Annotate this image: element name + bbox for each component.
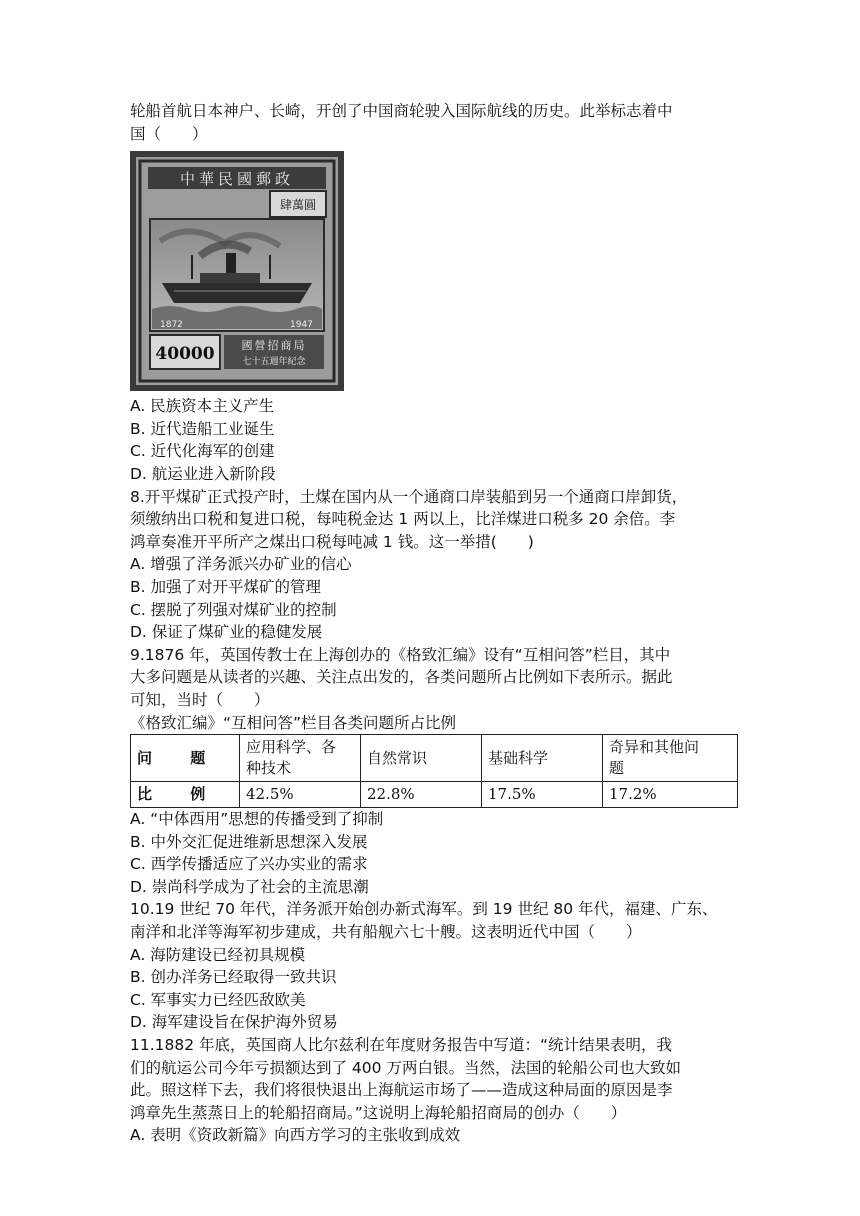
q9-option-a: A. “中体西用”思想的传播受到了抑制 xyxy=(130,810,384,829)
table-value-cell: 42.5% xyxy=(240,782,361,808)
intro-line-1: 轮船首航日本神户、长崎，开创了中国商轮驶入国际航线的历史。此举标志着中 xyxy=(130,102,673,120)
table-value-cell: 22.8% xyxy=(361,782,482,808)
stamp-denomination: 40000 xyxy=(155,344,215,365)
q11-stem-line-1: 11.1882 年底，英国商人比尔兹利在年度财务报告中写道：“统计结果表明，我 xyxy=(130,1036,673,1055)
q8-option-b: B. 加强了对开平煤矿的管理 xyxy=(130,577,321,596)
q9-stem-line-1: 9.1876 年，英国传教士在上海创办的《格致汇编》设有“互相问答”栏目，其中 xyxy=(130,645,671,664)
q8-stem-line-1: 8.开平煤矿正式投产时，土煤在国内从一个通商口岸装船到另一个通商口岸卸货， xyxy=(130,487,688,506)
q7-option-b: B. 近代造船工业诞生 xyxy=(130,419,275,438)
table-row xyxy=(131,782,738,808)
q8-stem-line-2: 须缴纳出口税和复进口税，每吨税金达 1 两以上，比洋煤进口税多 20 余倍。李 xyxy=(130,510,676,529)
table-header-cell: 自然常识 xyxy=(361,735,482,782)
stamp-caption-1: 國營招商局 xyxy=(241,339,307,353)
q9-option-d: D. 崇尚科学成为了社会的主流思潮 xyxy=(130,877,369,896)
q10-option-c: C. 军事实力已经匹敌欧美 xyxy=(130,990,306,1009)
q9-stem-line-2: 大多问题是从读者的兴趣、关注点出发的，各类问题所占比例如下表所示。据此 xyxy=(130,668,673,687)
stamp-year-left: 1872 xyxy=(160,320,183,331)
q10-option-d: D. 海军建设旨在保护海外贸易 xyxy=(130,1013,338,1032)
stamp-top-text: 中華民國郵政 xyxy=(179,170,295,189)
stamp-caption-2: 七十五週年紀念 xyxy=(242,357,306,368)
q10-option-b: B. 创办洋务已经取得一致共识 xyxy=(130,968,337,987)
table-header-cell: 基础科学 xyxy=(482,735,603,782)
table-row-label-ratio: 比 例 xyxy=(131,782,240,808)
q7-option-c: C. 近代化海军的创建 xyxy=(130,442,275,461)
table-row xyxy=(131,735,738,782)
q7-option-a: A. 民族资本主义产生 xyxy=(130,397,275,416)
q11-stem-line-3: 此。照这样下去，我们将很快退出上海航运市场了——造成这种局面的原因是李 xyxy=(130,1081,673,1100)
exam-page xyxy=(130,100,740,1147)
q8-option-d: D. 保证了煤矿业的稳健发展 xyxy=(130,623,323,642)
q11-stem-line-4: 鸿章先生蒸蒸日上的轮船招商局。”这说明上海轮船招商局的创办（ ） xyxy=(130,1103,627,1122)
q10-option-a: A. 海防建设已经初具规模 xyxy=(130,945,306,964)
q9-table-title: 《格致汇编》“互相问答”栏目各类问题所占比例 xyxy=(130,713,457,732)
table-value-cell: 17.2% xyxy=(603,782,738,808)
q8-stem-line-3: 鸿章奏准开平所产之煤出口税每吨减 1 钱。这一举措( ) xyxy=(130,532,534,551)
q10-stem-line-2: 南洋和北洋等海军初步建成，共有船舰六七十艘。这表明近代中国（ ） xyxy=(130,923,642,942)
q11-option-a: A. 表明《资政新篇》向西方学习的主张收到成效 xyxy=(130,1126,461,1145)
q9-stem-line-3: 可知，当时（ ） xyxy=(130,690,270,709)
q9-table xyxy=(130,734,738,808)
q9-option-c: C. 西学传播适应了兴办实业的需求 xyxy=(130,855,368,874)
q9-option-b: B. 中外交汇促进维新思想深入发展 xyxy=(130,832,368,851)
table-row-label-question: 问 题 xyxy=(131,735,240,782)
q11-stem-line-2: 们的航运公司今年亏损额达到了 400 万两白银。当然，法国的轮船公司也大致如 xyxy=(130,1058,681,1077)
q10-stem-line-1: 10.19 世纪 70 年代，洋务派开始创办新式海军。到 19 世纪 80 年代，福建、广东、 xyxy=(130,900,718,919)
table-value-cell: 17.5% xyxy=(482,782,603,808)
stamp-value-text: 肆萬圓 xyxy=(279,198,317,213)
table-header-cell: 应用科学、各 种技术 xyxy=(240,735,361,782)
stamp-image xyxy=(130,151,344,391)
q8-option-a: A. 增强了洋务派兴办矿业的信心 xyxy=(130,555,352,574)
table-header-cell: 奇异和其他问 题 xyxy=(603,735,738,782)
stamp-year-right: 1947 xyxy=(290,320,313,331)
q8-option-c: C. 摆脱了列强对煤矿业的控制 xyxy=(130,600,337,619)
intro-line-2: 国（ ） xyxy=(130,124,208,143)
q7-option-d: D. 航运业进入新阶段 xyxy=(130,464,276,483)
